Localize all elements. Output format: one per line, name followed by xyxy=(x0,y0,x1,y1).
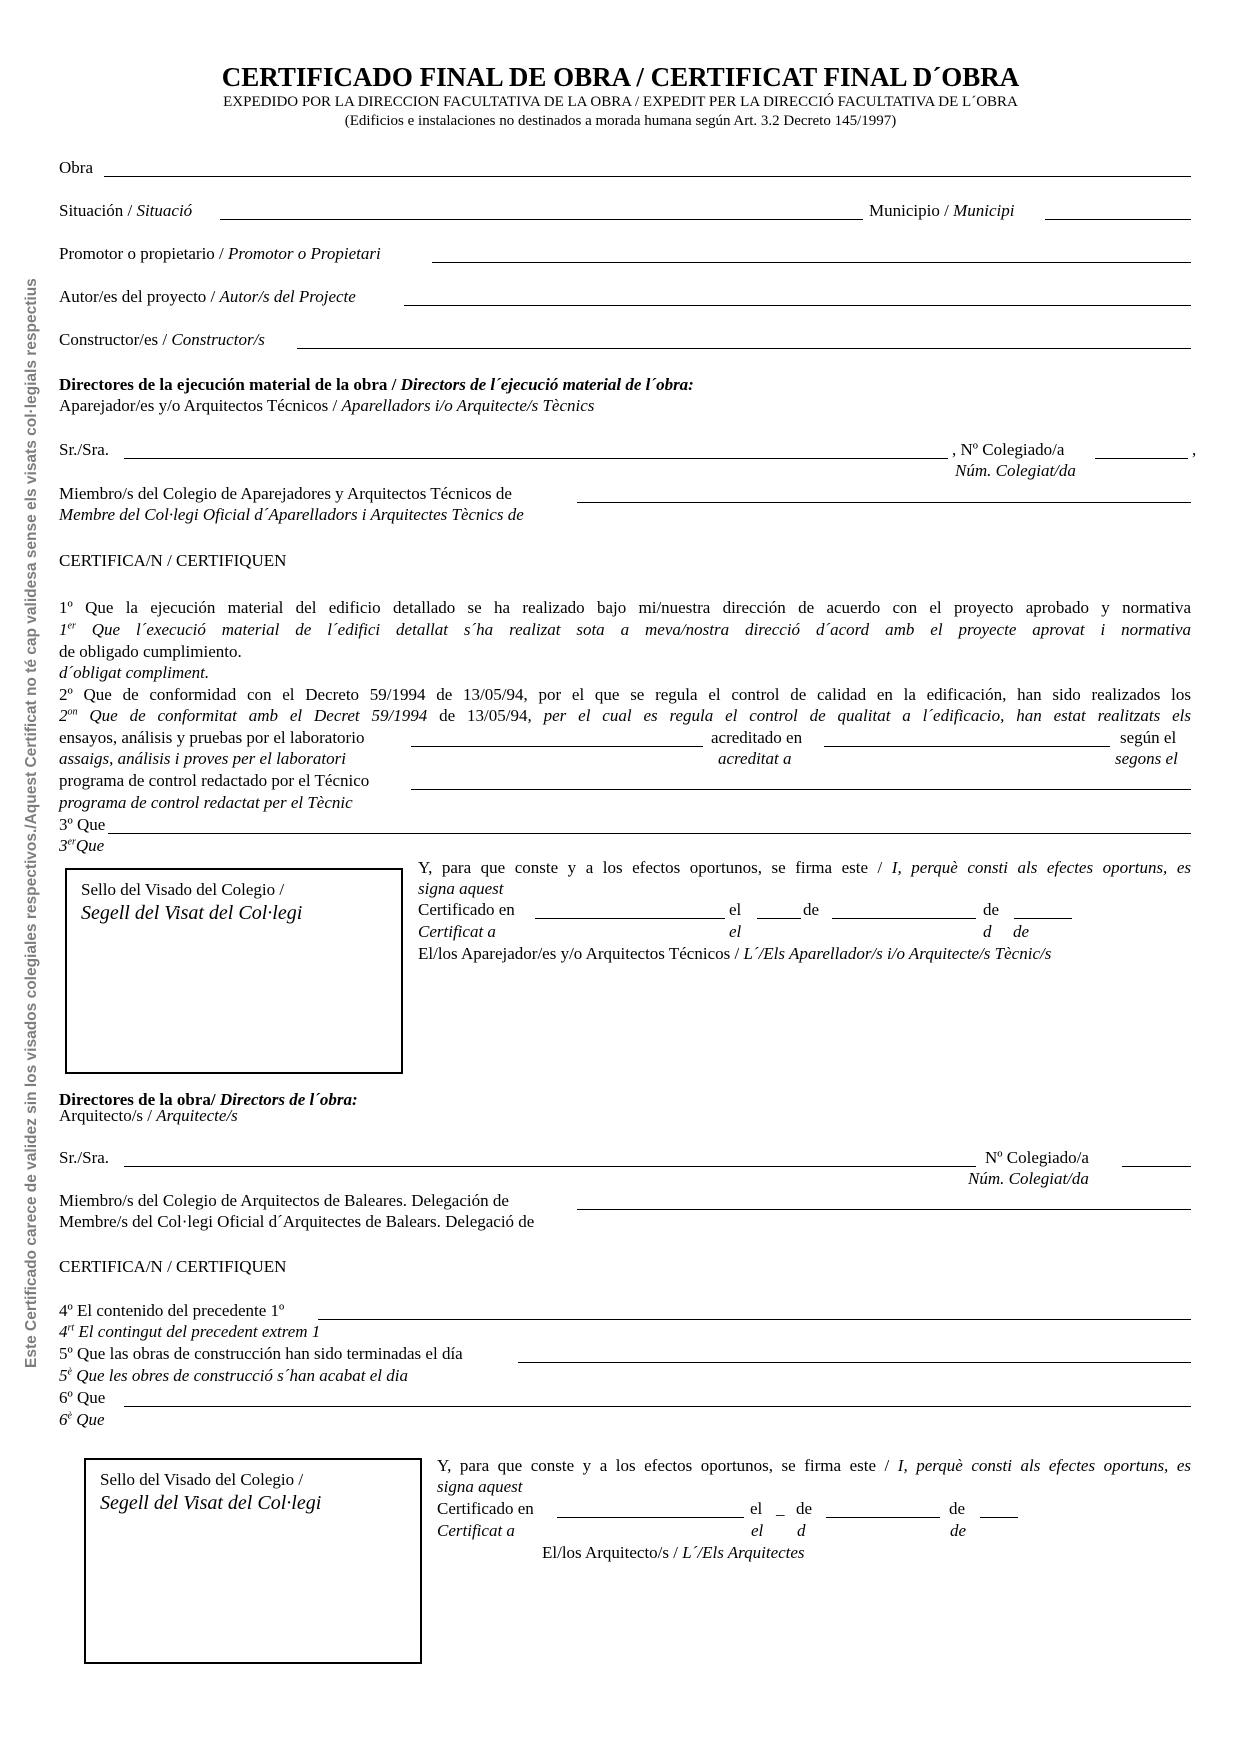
clause2-es-2: ensayos, análisis y pruebas por el laboratorio xyxy=(59,728,365,747)
cert1-de2: de xyxy=(983,900,1000,919)
certifica1: CERTIFICA/N / CERTIFIQUEN xyxy=(59,551,287,570)
sr1-label: Sr./Sra. xyxy=(59,440,110,459)
signature1-text-2: signa aquest xyxy=(418,879,504,898)
clause1-ca-2: d´obligat compliment. xyxy=(59,663,210,682)
cert1-place-field[interactable] xyxy=(535,918,725,919)
signer2: El/los Arquitecto/s / L´/Els Arquitectes xyxy=(542,1543,805,1562)
cert1-d-ca: d xyxy=(983,922,992,941)
municipio-field[interactable] xyxy=(1045,219,1191,220)
miembro2-field[interactable] xyxy=(577,1209,1191,1210)
cert1-label-ca: Certificat a xyxy=(418,922,496,941)
promotor-field[interactable] xyxy=(432,262,1191,263)
clause2-es: 2º Que de conformidad con el Decreto 59/1994 de 13/05/94, por el que se regula el control de calidad en la edificación, han sido realizados los xyxy=(59,685,1191,704)
colegiado1-comma: , xyxy=(1192,440,1197,459)
certifica2: CERTIFICA/N / CERTIFIQUEN xyxy=(59,1257,287,1276)
clause6-es: 6º Que xyxy=(59,1388,106,1407)
page-title: CERTIFICADO FINAL DE OBRA / CERTIFICAT FINAL D´OBRA xyxy=(221,62,1020,92)
miembro1-label-ca: Membre del Col·legi Oficial d´Aparelladors i Arquitectes Tècnics de xyxy=(59,505,524,524)
stamp-box-1 xyxy=(65,868,403,1074)
cert2-label: Certificado en xyxy=(437,1499,534,1518)
segons-label: segons el xyxy=(1115,749,1178,768)
sr2-label: Sr./Sra. xyxy=(59,1148,110,1167)
stamp2-label-ca: Segell del Visat del Col·legi xyxy=(100,1492,322,1514)
section2-subheading: Arquitecto/s / Arquitecte/s xyxy=(59,1106,238,1125)
clause5-ca: $5^è$ Que les obres de construcció s´han acabat el dia xyxy=(59,1366,408,1385)
clause5-field[interactable] xyxy=(518,1362,1191,1363)
stamp-box-2 xyxy=(84,1458,422,1664)
promotor-label: Promotor o propietario / Promotor o Propietari xyxy=(59,244,381,263)
clause5-es: 5º Que las obras de construcción han sido terminadas el día xyxy=(59,1344,463,1363)
cert1-day-field[interactable] xyxy=(757,918,801,919)
clause4-field[interactable] xyxy=(318,1319,1191,1320)
clause2-ca-3: programa de control redactat per el Tècnic xyxy=(59,793,353,812)
clause2-ca-2: assaigs, análisis i proves per el laboratori xyxy=(59,749,346,768)
miembro2-label: Miembro/s del Colegio de Arquitectos de Baleares. Delegación de xyxy=(59,1191,509,1210)
cert1-el: el xyxy=(729,900,742,919)
clause4-es: 4º El contenido del precedente 1º xyxy=(59,1301,285,1320)
stamp1-label: Sello del Visado del Colegio / xyxy=(81,880,285,899)
obra-field[interactable] xyxy=(104,176,1191,177)
cert1-year-field[interactable] xyxy=(1014,918,1072,919)
cert2-place-field[interactable] xyxy=(557,1517,744,1518)
cert1-month-field[interactable] xyxy=(832,918,976,919)
cert2-el-ca: el xyxy=(751,1521,764,1540)
clause3-field[interactable] xyxy=(108,833,1191,834)
signature2-text-2: signa aquest xyxy=(437,1477,523,1496)
acreditat-label: acreditat a xyxy=(718,749,792,768)
stamp1-label-ca: Segell del Visat del Col·legi xyxy=(81,902,303,924)
clause3-ca: 3erQue xyxy=(59,836,105,855)
obra-label: Obra xyxy=(59,158,93,177)
cert2-el: el xyxy=(750,1499,763,1518)
segun-label: según el xyxy=(1120,728,1177,747)
section1-heading: Directores de la ejecución material de la obra / Directors de l´ejecució material de l´obra: xyxy=(59,375,694,394)
miembro2-label-ca: Membre/s del Col·legi Oficial d´Arquitectes de Balears. Delegació de xyxy=(59,1212,535,1231)
signer1: El/los Aparejador/es y/o Arquitectos Técnicos / L´/Els Aparellador/s i/o Arquitecte/s Tècnic/s xyxy=(418,944,1052,963)
cert2-de: de xyxy=(796,1499,813,1518)
acreditado-label: acreditado en xyxy=(711,728,803,747)
signature1-text: Y, para que conste y a los efectos oportunos, se firma este / I, perquè consti als efectes oportuns, es xyxy=(418,858,1191,877)
clause2-ca: $2^{on}$ Que de conformitat amb el Decret 59/1994 de 13/05/94, per el cual es regula el control de qualitat a l´edificacio, han estat realitzats els xyxy=(59,706,1191,725)
cert1-de: de xyxy=(803,900,820,919)
cert2-underscore: _ xyxy=(776,1499,785,1518)
page-subtitle: EXPEDIDO POR LA DIRECCION FACULTATIVA DE LA OBRA / EXPEDIT PER LA DIRECCIÓ FACULTATIVA DE L´OBRA xyxy=(223,94,1018,110)
miembro1-field[interactable] xyxy=(577,502,1191,503)
cert1-de-ca: de xyxy=(1013,922,1030,941)
clause6-ca: $6^è$ Que xyxy=(59,1410,105,1429)
colegiado2-label-ca: Núm. Colegiat/da xyxy=(968,1169,1089,1188)
sr2-field[interactable] xyxy=(124,1166,976,1167)
colegiado2-label: Nº Colegiado/a xyxy=(985,1148,1089,1167)
colegiado1-label: , Nº Colegiado/a xyxy=(952,440,1065,459)
clause2-es-3: programa de control redactado por el Técnico xyxy=(59,771,370,790)
constructor-field[interactable] xyxy=(297,348,1191,349)
cert2-de2: de xyxy=(949,1499,966,1518)
cert1-el-ca: el xyxy=(729,922,742,941)
section1-subheading: Aparejador/es y/o Arquitectos Técnicos / Aparelladors i/o Arquitecte/s Tècnics xyxy=(59,396,595,415)
sr1-field[interactable] xyxy=(124,458,948,459)
municipio-label: Municipio / Municipi xyxy=(869,201,1015,220)
stamp2-label: Sello del Visado del Colegio / xyxy=(100,1470,304,1489)
situacion-field[interactable] xyxy=(220,219,863,220)
miembro1-label: Miembro/s del Colegio de Aparejadores y Arquitectos Técnicos de xyxy=(59,484,512,503)
cert1-label: Certificado en xyxy=(418,900,515,919)
page-note: (Edificios e instalaciones no destinados a morada humana según Art. 3.2 Decreto 145/1997) xyxy=(344,113,897,129)
cert2-de-ca: de xyxy=(950,1521,967,1540)
autor-field[interactable] xyxy=(404,305,1191,306)
clause1-ca: 1er Que l´execució material de l´edifici detallat s´ha realizat sota a meva/nostra direcció d´acord amb el proyecte aprovat i normativa xyxy=(59,620,1191,639)
clause1-es: 1º Que la ejecución material del edificio detallado se ha realizado bajo mi/nuestra dirección de acuerdo con el proyecto aprobado y normativa xyxy=(59,598,1191,617)
acreditado-field[interactable] xyxy=(824,746,1110,747)
laboratorio-field[interactable] xyxy=(411,746,703,747)
cert2-d-ca: d xyxy=(797,1521,806,1540)
autor-label: Autor/es del proyecto / Autor/s del Projecte xyxy=(59,287,356,306)
colegiado1-label-ca: Núm. Colegiat/da xyxy=(955,461,1076,480)
situacion-label: Situación / Situació xyxy=(59,201,193,220)
constructor-label: Constructor/es / Constructor/s xyxy=(59,330,265,349)
clause6-field[interactable] xyxy=(124,1406,1191,1407)
clause4-ca: $4^{rt}$ El contingut del precedent extrem 1 xyxy=(59,1322,321,1341)
clause3-es: 3º Que xyxy=(59,815,106,834)
cert2-year-field[interactable] xyxy=(980,1517,1018,1518)
colegiado1-field[interactable] xyxy=(1095,458,1188,459)
section2-heading: Directores de la obra/ Directors de l´obra: xyxy=(59,1090,358,1109)
colegiado2-field[interactable] xyxy=(1122,1166,1191,1167)
tecnico-field[interactable] xyxy=(411,789,1191,790)
cert2-month-field[interactable] xyxy=(826,1517,940,1518)
cert2-label-ca: Certificat a xyxy=(437,1521,515,1540)
validity-disclaimer: Este Certificado carece de validez sin los visados colegiales respectivos./Aquest Certificat no té cap validesa sense els visats col·legials respectius xyxy=(23,278,40,1368)
signature2-text: Y, para que conste y a los efectos oportunos, se firma este / I, perquè consti als efectes oportuns, es xyxy=(437,1456,1191,1475)
clause1-es-2: de obligado cumplimiento. xyxy=(59,642,242,661)
